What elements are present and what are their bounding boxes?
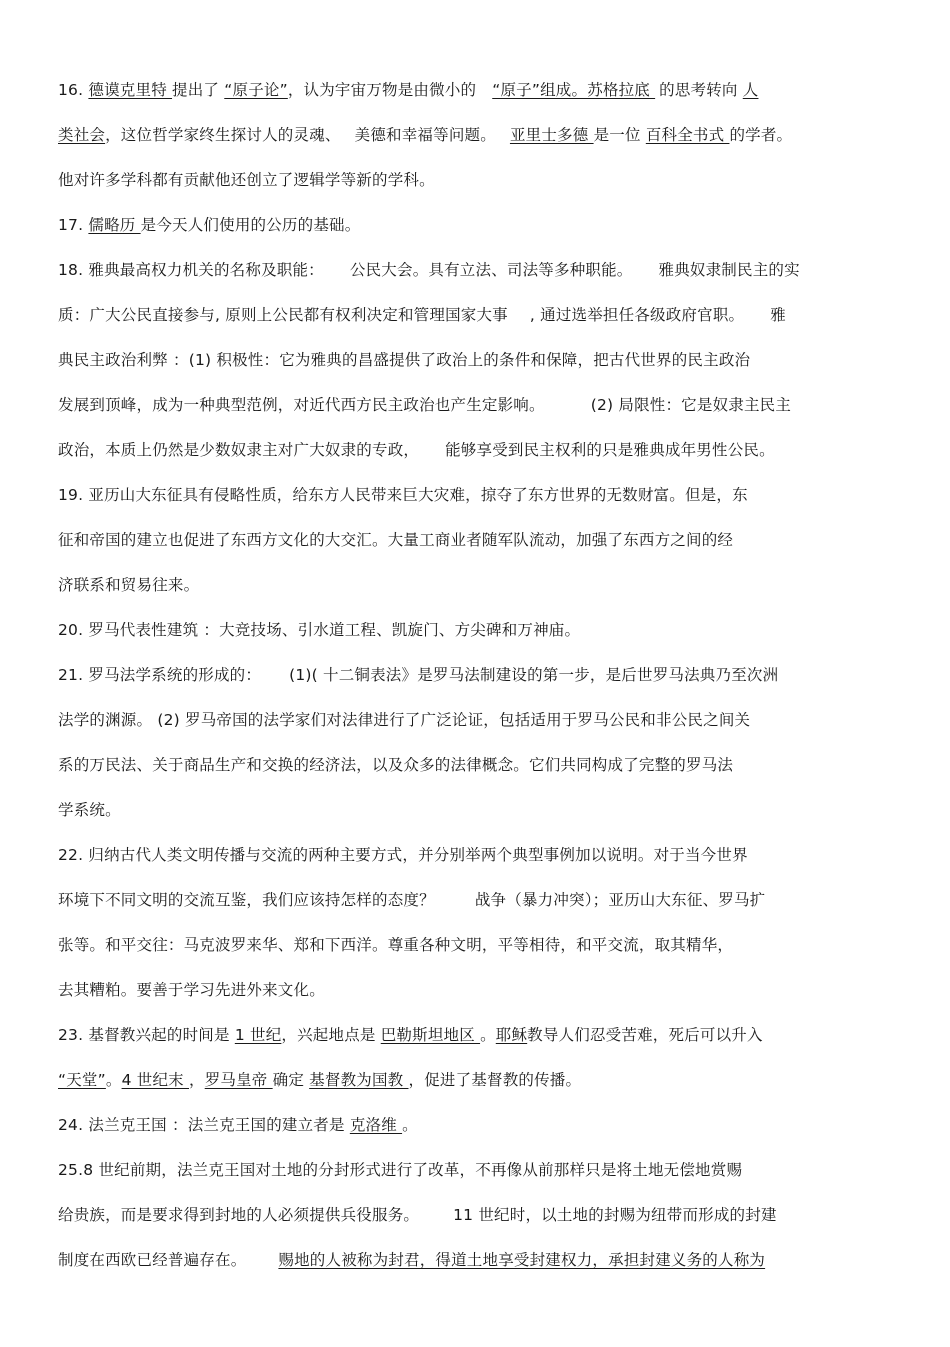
q25-line-3: 制度在西欧已经普遍存在。 赐地的人被称为封君，得道土地享受封建权力，承担封建义务的人称为 xyxy=(58,1251,766,1269)
q25-line-1: 25.8 世纪前期，法兰克王国对土地的分封形式进行了改革，不再像从前那样只是将土地无偿地赏赐 xyxy=(58,1161,743,1179)
q22-line-4: 去其糟粕。要善于学习先进外来文化。 xyxy=(58,981,325,999)
q25-line-2: 给贵族，而是要求得到封地的人必须提供兵役服务。 11 世纪时，以土地的封赐为纽带而形成的封建 xyxy=(58,1206,777,1224)
q21-line-1: 21. 罗马法学系统的形成的： (1)( 十二铜表法》是罗马法制建设的第一步，是后世罗马法典乃至次洲 xyxy=(58,666,779,684)
answer-lord-vassal-definition: 赐地的人被称为封君，得道土地享受封建权力，承担封建义务的人称为 xyxy=(278,1251,766,1269)
q18-line-4: 发展到顶峰，成为一种典型范例，对近代西方民主政治也产生定影响。 (2) 局限性：它是奴隶主民主 xyxy=(58,396,792,414)
answer-human-society-a: 人 xyxy=(742,81,759,99)
answer-jesus: 耶稣 xyxy=(495,1026,528,1044)
answer-aristotle: 亚里士多德 xyxy=(509,126,594,144)
q19-line-2: 征和帝国的建立也促进了东西方文化的大交汇。大量工商业者随军队流动，加强了东西方之间的经 xyxy=(58,531,734,549)
answer-julian-calendar: 儒略历 xyxy=(88,216,141,234)
answer-1st-century: 1 世纪 xyxy=(234,1026,282,1044)
answer-heaven: “天堂” xyxy=(58,1071,106,1089)
q22-line-2: 环境下不同文明的交流互鉴，我们应该持怎样的态度？ 战争（暴力冲突）；亚历山大东征、罗马扩 xyxy=(58,891,766,909)
answer-socrates: “原子”组成。苏格拉底 xyxy=(492,81,656,99)
answer-human-society-b: 类社会 xyxy=(58,126,106,144)
q23-line-2: “天堂”。4 世纪末 ，罗马皇帝 确定 基督教为国教 ，促进了基督教的传播。 xyxy=(58,1071,582,1089)
answer-encyclopedic: 百科全书式 xyxy=(645,126,730,144)
q17-line-1: 17. 儒略历 是今天人们使用的公历的基础。 xyxy=(58,216,361,234)
q21-line-4: 学系统。 xyxy=(58,801,121,819)
q21-line-3: 系的万民法、关于商品生产和交换的经济法，以及众多的法律概念。它们共同构成了完整的罗马法 xyxy=(58,756,734,774)
q21-line-2: 法学的渊源。 (2) 罗马帝国的法学家们对法律进行了广泛论证，包括适用于罗马公民和非公民之间关 xyxy=(58,711,751,729)
answer-palestine: 巴勒斯坦地区 xyxy=(380,1026,481,1044)
q19-line-3: 济联系和贸易往来。 xyxy=(58,576,200,594)
q18-line-1: 18. 雅典最高权力机关的名称及职能： 公民大会。具有立法、司法等多种职能。 雅典奴隶制民主的实 xyxy=(58,261,800,279)
q22-line-3: 张等。和平交往：马克波罗来华、郑和下西洋。尊重各种文明，平等相待，和平交流，取其精华， xyxy=(58,936,734,954)
answer-democritus: 德谟克里特 xyxy=(88,81,173,99)
answer-atomism: “原子论” xyxy=(224,81,288,99)
q19-line-1: 19. 亚历山大东征具有侵略性质，给东方人民带来巨大灾难，掠夺了东方世界的无数财富。但是，东 xyxy=(58,486,748,504)
answer-late-4th-century: 4 世纪末 xyxy=(121,1071,189,1089)
answer-state-religion: 基督教为国教 xyxy=(309,1071,409,1089)
q23-line-1: 23. 基督教兴起的时间是 1 世纪，兴起地点是 巴勒斯坦地区 。耶稣教导人们忍受苦难，死后可以升入 xyxy=(58,1026,763,1044)
q18-line-2: 质：广大公民直接参与, 原则上公民都有权利决定和管理国家大事 , 通过选举担任各级政府官职。 雅 xyxy=(58,306,786,324)
answer-roman-emperor: 罗马皇帝 xyxy=(204,1071,273,1089)
q16-line-1: 16. 德谟克里特 提出了 “原子论”，认为宇宙万物是由微小的 “原子”组成。苏格拉底 的思考转向 人 xyxy=(58,81,759,99)
q16-line-2: 类社会，这位哲学家终生探讨人的灵魂、 美德和幸福等问题。 亚里士多德 是一位 百科全书式 的学者。 xyxy=(58,126,793,144)
q16-line-3: 他对许多学科都有贡献他还创立了逻辑学等新的学科。 xyxy=(58,171,435,189)
q20-line-1: 20. 罗马代表性建筑 ：大竞技场、引水道工程、凯旋门、方尖碑和万神庙。 xyxy=(58,621,581,639)
q18-line-3: 典民主政治利弊 ：(1) 积极性：它为雅典的昌盛提供了政治上的条件和保障，把古代世界的民主政治 xyxy=(58,351,751,369)
answer-clovis: 克洛维 xyxy=(349,1116,403,1134)
q22-line-1: 22. 归纳古代人类文明传播与交流的两种主要方式，并分别举两个典型事例加以说明。对于当今世界 xyxy=(58,846,748,864)
q18-line-5: 政治，本质上仍然是少数奴隶主对广大奴隶的专政， 能够享受到民主权利的只是雅典成年男性公民。 xyxy=(58,441,775,459)
q24-line-1: 24. 法兰克王国 ：法兰克王国的建立者是 克洛维 。 xyxy=(58,1116,418,1134)
